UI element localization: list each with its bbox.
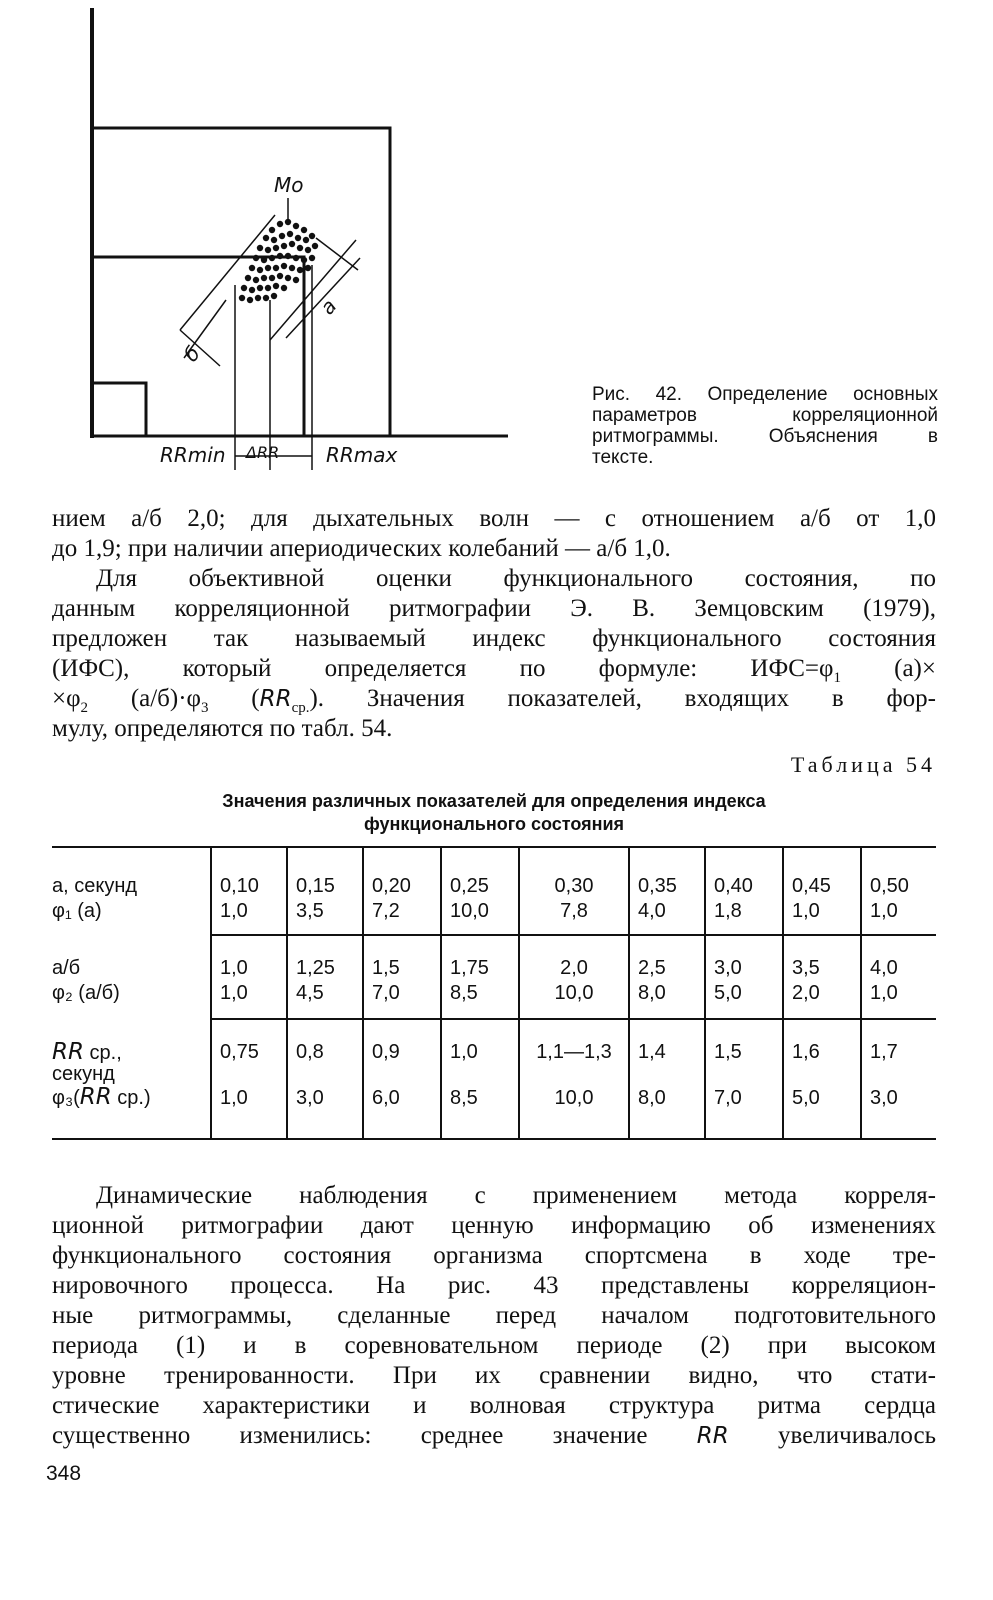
row-label-phi2: φ₂ (а/б) xyxy=(52,982,120,1004)
paragraph3-line8: стические характеристики и волновая структура ритма сердца xyxy=(52,1392,936,1419)
paragraph2-line4: (ИФС), который определяется по формуле: $ИФС=\varphi_1$ (а)× xyxy=(52,655,936,686)
caption-line: параметров корреляционной xyxy=(592,405,938,426)
data-table xyxy=(52,846,936,1142)
table-cell: 0,9 xyxy=(372,1041,400,1063)
caption-line: ритмограммы. Объяснения в xyxy=(592,426,938,447)
table-cell: 10,0 xyxy=(554,1087,594,1109)
table-cell: 3,0 xyxy=(296,1087,324,1109)
figure-correlation-rhythmogram xyxy=(60,0,530,490)
figure-caption xyxy=(592,384,938,468)
row-label-rr: RR ср., xyxy=(52,1039,122,1065)
table-cell: 1,5 xyxy=(714,1041,742,1063)
table-cell: 8,0 xyxy=(638,982,666,1004)
table-cell: 5,0 xyxy=(792,1087,820,1109)
table-cell: 0,75 xyxy=(220,1041,259,1063)
table-cell: 4,0 xyxy=(638,900,666,922)
label-rrmax: RRmax xyxy=(326,443,398,467)
table-cell: 5,0 xyxy=(714,982,742,1004)
table-cell: 10,0 xyxy=(554,982,594,1004)
table-cell: 0,10 xyxy=(220,875,259,897)
table-cell: 1,0 xyxy=(220,982,248,1004)
paragraph1-line2: до 1,9; при наличии апериодических колебаний — а/б 1,0. xyxy=(52,535,671,562)
row-label-ab: а/б xyxy=(52,957,81,979)
table-cell: 0,45 xyxy=(792,875,831,897)
table-cell: 4,0 xyxy=(870,957,898,979)
table-cell: 2,0 xyxy=(560,957,588,979)
table-cell: 10,0 xyxy=(450,900,489,922)
table-cell: 1,0 xyxy=(220,957,248,979)
table-cell: 0,35 xyxy=(638,875,677,897)
paragraph2-line5: $\times\varphi_2$ $(а/б)\cdot\varphi_3$ $(RR_{ср.})$. Значения показателей, входящих в фор- xyxy=(52,685,936,716)
label-delta-rr: ΔRR xyxy=(246,443,280,462)
paragraph2-line6: мулу, определяются по табл. 54. xyxy=(52,715,393,742)
table-cell: 1,8 xyxy=(714,900,742,922)
table-cell: 1,5 xyxy=(372,957,400,979)
label-a: a xyxy=(315,294,342,320)
table-cell: 0,40 xyxy=(714,875,753,897)
table-cell: 0,30 xyxy=(554,875,594,897)
table-cell: 1,0 xyxy=(220,1087,248,1109)
paragraph3-line3: функционального состояния организма спортсмена в ходе тре- xyxy=(52,1242,936,1269)
label-mo: Mo xyxy=(274,173,304,197)
table-cell: 1,1—1,3 xyxy=(536,1041,612,1063)
table-cell: 3,5 xyxy=(792,957,820,979)
table-cell: 0,25 xyxy=(450,875,489,897)
table-cell: 4,5 xyxy=(296,982,324,1004)
table-cell: 8,5 xyxy=(450,1087,478,1109)
paragraph3-line7: уровне тренированности. При их сравнении видно, что стати- xyxy=(52,1362,936,1389)
table-cell: 8,0 xyxy=(638,1087,666,1109)
table-cell: 7,2 xyxy=(372,900,400,922)
table-cell: 2,0 xyxy=(792,982,820,1004)
table-cell: 1,4 xyxy=(638,1041,666,1063)
table-cell: 6,0 xyxy=(372,1087,400,1109)
row-label-a: а, секунд xyxy=(52,875,138,897)
paragraph3-line4: нировочного процесса. На рис. 43 представлены корреляцион- xyxy=(52,1272,936,1299)
table-cell: 1,25 xyxy=(296,957,335,979)
table-cell: 7,0 xyxy=(372,982,400,1004)
table-cell: 1,7 xyxy=(870,1041,898,1063)
paragraph3-line1: Динамические наблюдения с применением метода корреля- xyxy=(96,1182,936,1209)
page-number: 348 xyxy=(46,1462,82,1485)
rhythmogram-diagram xyxy=(60,0,530,490)
table-cell: 1,6 xyxy=(792,1041,820,1063)
table-cell: 7,0 xyxy=(714,1087,742,1109)
paragraph2-line2: данным корреляционной ритмографии Э. В. Земцовским (1979), xyxy=(52,595,936,622)
table-cell: 2,5 xyxy=(638,957,666,979)
table-cell: 8,5 xyxy=(450,982,478,1004)
table-cell: 1,0 xyxy=(870,900,898,922)
table-title: Значения различных показателей для определения индекса функционального состояния xyxy=(222,791,766,834)
paragraph1-line1: нием а/б 2,0; для дыхательных волн — с отношением а/б от 1,0 xyxy=(52,505,936,532)
table-number: Таблица 54 xyxy=(790,752,936,777)
paragraph3-line6: периода (1) и в соревновательном периоде (2) при высоком xyxy=(52,1332,936,1359)
table-cell: 0,8 xyxy=(296,1041,324,1063)
scatter-dots xyxy=(239,219,318,303)
table-cell: 0,50 xyxy=(870,875,909,897)
outer-square xyxy=(92,128,390,436)
row-label-phi1: φ₁ (а) xyxy=(52,900,102,922)
table-cell: 3,5 xyxy=(296,900,324,922)
table-cell: 7,8 xyxy=(560,900,588,922)
small-square xyxy=(92,383,146,436)
table-cell: 1,0 xyxy=(450,1041,478,1063)
label-b: б xyxy=(178,341,205,367)
caption-line: Рис. 42. Определение основных xyxy=(592,384,938,405)
row-label-seconds: секунд xyxy=(52,1063,115,1085)
paragraph3-line2: ционной ритмографии дают ценную информацию об изменениях xyxy=(52,1212,936,1239)
paragraph3-line9: существенно изменились: среднее значение RR увеличивалось xyxy=(52,1422,936,1449)
paragraph3-line5: ные ритмограммы, сделанные перед началом подготовительного xyxy=(52,1302,936,1329)
paragraph2-line3: предложен так называемый индекс функционального состояния xyxy=(52,625,936,652)
table-cell: 1,0 xyxy=(792,900,820,922)
paragraph2-line1: Для объективной оценки функционального состояния, по xyxy=(96,565,936,592)
row-label-phi3: φ₃(RR ср.) xyxy=(52,1084,151,1110)
table-cell: 3,0 xyxy=(714,957,742,979)
label-rrmin: RRmin xyxy=(160,443,226,467)
table-cell: 1,0 xyxy=(870,982,898,1004)
table-cell: 0,20 xyxy=(372,875,411,897)
caption-line: тексте. xyxy=(592,447,654,468)
table-cell: 3,0 xyxy=(870,1087,898,1109)
table-cell: 1,75 xyxy=(450,957,489,979)
table-cell: 1,0 xyxy=(220,900,248,922)
table-cell: 0,15 xyxy=(296,875,335,897)
